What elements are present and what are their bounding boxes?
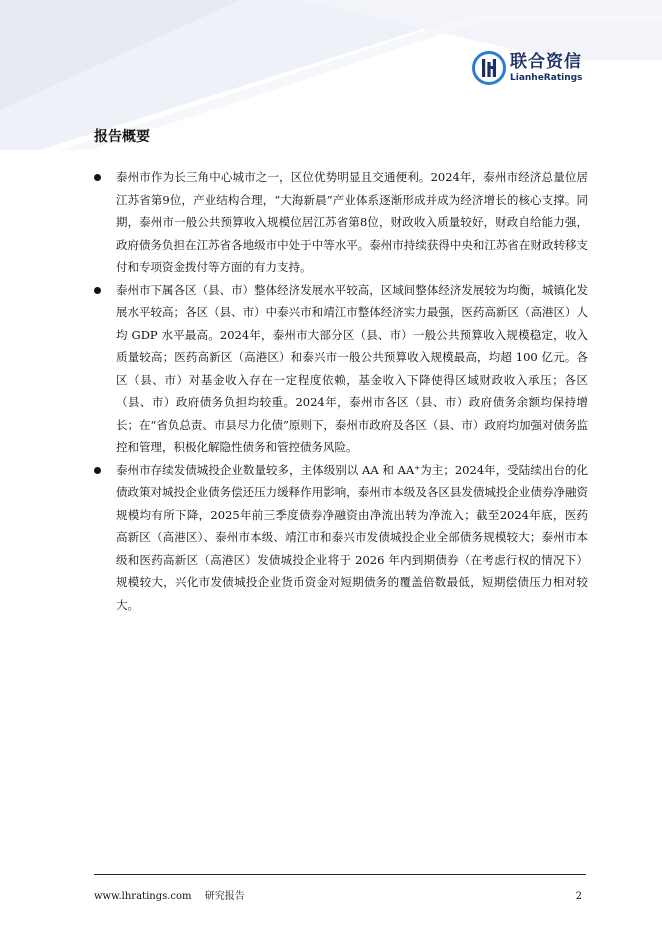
- footer-info: [94, 891, 245, 903]
- bullet-dot-icon: [94, 467, 101, 474]
- summary-paragraph: 泰州市下属各区（县、市）整体经济发展水平较高，区域间整体经济发展较为均衡，城镇化发展水平较高；各区（县、市）中泰兴市和靖江市整体经济实力最强，医药高新区（高港区）人均 GDP 水平最高。2024年，泰州市大部分区（县、市）一般公共预算收入规模稳定，收入质量较高；医药高新区（高港区）和泰兴市一般公共预算收入规模最高，均超 100 亿元。各区（县、市）对基金收入存在一定程度依赖，基金收入下降使得区域财政收入承压；各区（县、市）政府债务负担均较重。2024年，泰州市各区（县、市）政府债务余额均保持增长；在“省负总责、市县尽力化债”原则下，泰州市政府及各区（县、市）政府均加强对债务监控和管理，积极化解隐性债务和管控债务风险。: [116, 282, 588, 454]
- summary-list: [94, 166, 588, 616]
- bullet-dot-icon: [94, 174, 101, 181]
- footer-doc-type: 研究报告: [204, 891, 245, 902]
- logo-chinese-name: 联合资信: [510, 52, 582, 72]
- company-logo: [472, 51, 592, 87]
- page-number: 2: [575, 891, 582, 902]
- logo-english-name: LianheRatings: [510, 73, 583, 83]
- summary-paragraph: 泰州市存续发债城投企业数量较多，主体级别以 AA 和 AA⁺为主；2024年，受陆续出台的化债政策对城投企业债务偿还压力缓释作用影响，泰州市本级及各区县发债城投企业债券净融资规模均有所下降，2025年前三季度债券净融资由净流出转为净流入；截至2024年底，医药高新区（高港区）、泰州市本级、靖江市和泰兴市发债城投企业全部债务规模较大；泰州市本级和医药高新区（高港区）发债城投企业将于 2026 年内到期债券（在考虑行权的情况下）规模较大，兴化市发债城投企业货币资金对短期债务的覆盖倍数最低，短期偿债压力相对较大。: [116, 462, 588, 612]
- summary-bullet-3: [94, 459, 588, 617]
- summary-bullet-1: [94, 166, 588, 279]
- section-title: 报告概要: [94, 129, 150, 145]
- footer-website-link[interactable]: www.lhratings.com: [94, 891, 192, 902]
- summary-bullet-2: [94, 279, 588, 459]
- lianhe-logo-icon: [472, 51, 506, 85]
- bullet-dot-icon: [94, 287, 101, 294]
- footer-divider: [94, 874, 586, 875]
- summary-paragraph: 泰州市作为长三角中心城市之一，区位优势明显且交通便利。2024年，泰州市经济总量位居江苏省第9位，产业结构合理，“大海新晨”产业体系逐渐形成并成为经济增长的核心支撑。同期，泰州市一般公共预算收入规模位居江苏省第8位，财政收入质量较好，财政自给能力强，政府债务负担在江苏省各地级市中处于中等水平。泰州市持续获得中央和江苏省在财政转移支付和专项资金拨付等方面的有力支持。: [116, 170, 588, 274]
